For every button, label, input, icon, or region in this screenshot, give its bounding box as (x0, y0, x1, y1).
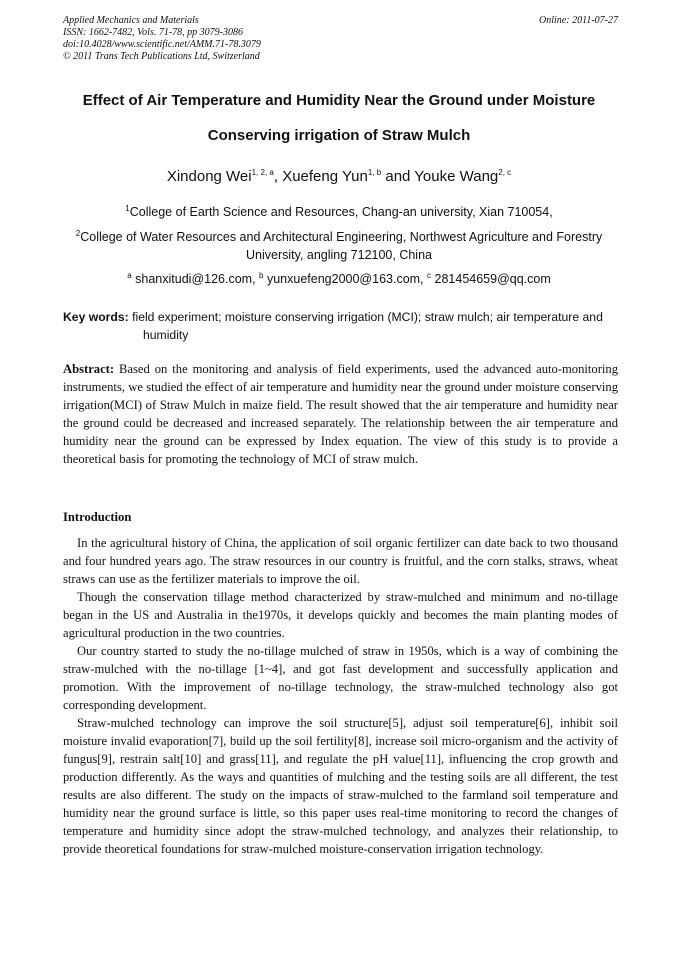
online-date: Online: 2011-07-27 (539, 15, 618, 26)
issn-line: ISSN: 1662-7482, Vols. 71-78, pp 3079-3086 (63, 27, 243, 38)
author-sup: 2, c (498, 168, 512, 177)
page-header (63, 15, 618, 63)
paragraph: Straw-mulched technology can improve the soil structure[5], adjust soil temperature[6], inhibit soil moisture invalid evaporation[7], build up the soil fertility[8], increase soil micro-organism and the activity of fungus[9], restrain salt[10] and grass[11], and regulate the pH value[11], influencing the crop growth and production differently. As the ways and quantities of mulching and the testing soils are all different, the test results are also different. The study on the impacts of straw-mulched to the farmland soil temperature and humidity near the ground surface is little, so this paper uses real-time monitoring to record the changes of temperature and humidity since adopt the straw-mulched technology, and analyzes their relationship, to provide theoretical foundations for straw-mulched moisture-conservation irrigation technology. (63, 716, 618, 856)
abstract (63, 360, 618, 468)
author-name: Xuefeng Yun (282, 168, 368, 185)
keywords-label: Key words: (63, 310, 129, 324)
abstract-text: Based on the monitoring and analysis of field experiments, used the advanced auto-monitoring instruments, we studied the effect of air temperature and humidity near the ground under moisture conserving irrigation(MCI) of Straw Mulch in maize field. The result showed that the air temperature and humidity near the ground could be decreased and increased separately. The relationship between the air temperature and humidity near the ground can be expressed by Index equation. The view of this study is to provide a theoretical basis for promoting the technology of MCI of straw mulch. (63, 362, 618, 466)
author-name: Xindong Wei (166, 168, 252, 185)
affiliation-1: $^1$College of Earth Science and Resources, Chang-an university, Xian 710054, (125, 203, 553, 219)
author-sup: 1, 2, a (251, 168, 274, 177)
author-sep: , (273, 168, 283, 185)
doi-line: doi:10.4028/www.scientific.net/AMM.71-78.3079 (63, 39, 261, 50)
keywords (63, 308, 618, 344)
abstract-label: Abstract: (63, 362, 115, 376)
paragraph: In the agricultural history of China, the application of soil organic fertilizer can date back to two thousand and four hundred years ago. The straw resources in our country is fruitful, and the corn stalks, straws, wheat straws can use as the fertilizer materials to improve the oil. (63, 536, 618, 586)
author-sep: and (381, 168, 415, 185)
keywords-text: field experiment; moisture conserving irrigation (MCI); straw mulch; air temperature and humidity (132, 310, 603, 342)
affiliation-2: $^2$College of Water Resources and Architectural Engineering, Northwest Agriculture and Forestry University, angling 712100, China (75, 228, 603, 262)
email-line: $^a$ shanxitudi@126.com, $^b$ yunxuefeng2000@163.com, $^c$ 281454659@qq.com (127, 270, 551, 286)
paper-title-line-1: Effect of Air Temperature and Humidity Near the Ground under Moisture (82, 92, 596, 109)
copyright-line: © 2011 Trans Tech Publications Ltd, Switzerland (63, 51, 260, 62)
author-list (40, 168, 638, 185)
author-name: Youke Wang (414, 168, 499, 185)
journal-name: Applied Mechanics and Materials (63, 15, 199, 26)
paragraph: Our country started to study the no-tillage mulched of straw in 1950s, which is a way of combining the straw-mulched with the no-tillage [1~4], and got fast development and successfully application and promotion. With the improvement of no-tillage technology, the straw-mulched technology also got corresponding development. (63, 644, 618, 712)
paragraph: Though the conservation tillage method characterized by straw-mulched and minimum and no-tillage began in the US and Australia in the1970s, it develops quickly and becomes the main planting modes of agricultural production in the two countries. (63, 590, 618, 640)
author-sup: 1, b (367, 168, 382, 177)
introduction-heading: Introduction (63, 510, 132, 524)
introduction-body (63, 534, 618, 858)
paper-title-line-2: Conserving irrigation of Straw Mulch (207, 127, 471, 144)
